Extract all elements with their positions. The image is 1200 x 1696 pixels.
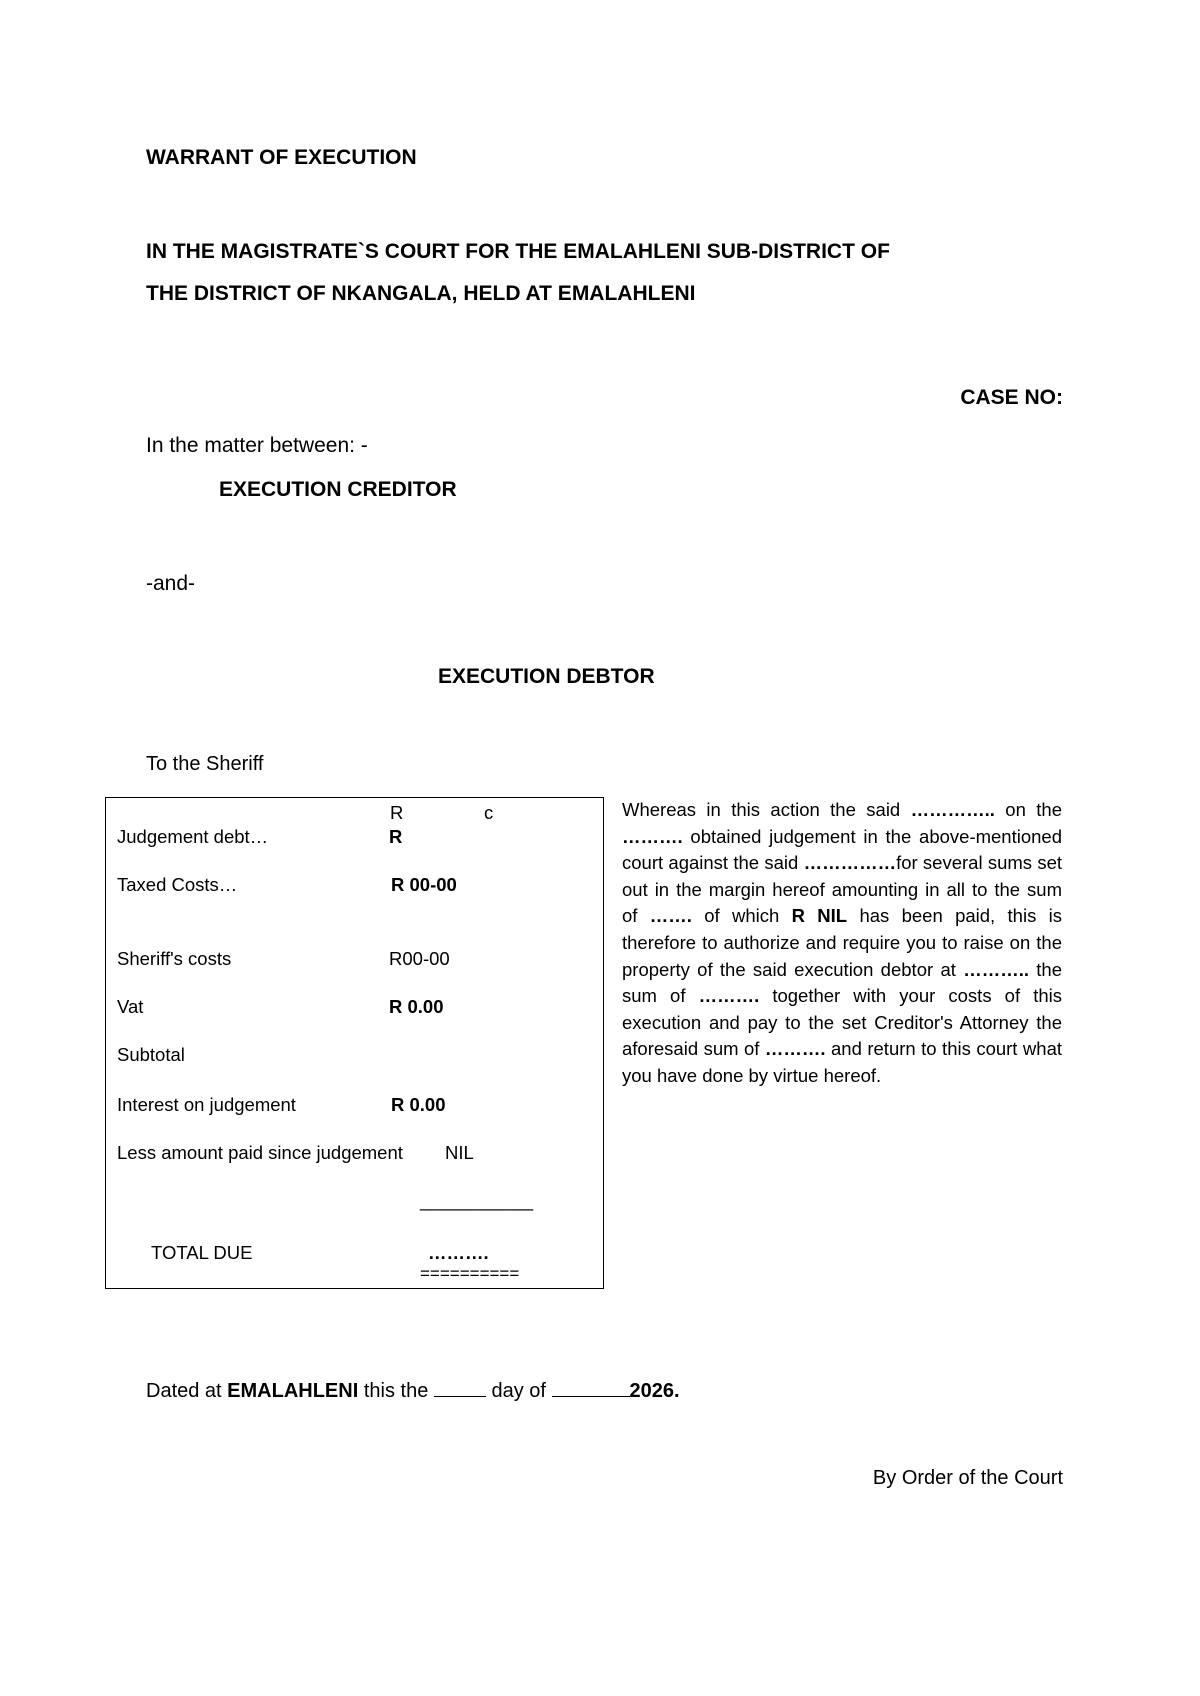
year: 2026. bbox=[629, 1380, 680, 1402]
interest-amount: R 0.00 bbox=[391, 1094, 446, 1115]
taxed-costs-label: Taxed Costs… bbox=[117, 874, 238, 895]
rand-column-header: R bbox=[390, 802, 404, 823]
and-separator: -and- bbox=[146, 572, 196, 595]
court-heading-line-2: THE DISTRICT OF NKANGALA, HELD AT EMALAHLENI bbox=[146, 282, 696, 305]
vat-amount: R 0.00 bbox=[389, 996, 444, 1017]
to-the-sheriff: To the Sheriff bbox=[146, 753, 264, 775]
matter-between: In the matter between: - bbox=[146, 434, 368, 457]
subtotal-label: Subtotal bbox=[117, 1044, 185, 1065]
place-name: EMALAHLENI bbox=[227, 1380, 359, 1402]
dated-line: Dated at EMALAHLENI this the day of 2026. bbox=[146, 1380, 680, 1402]
interest-label: Interest on judgement bbox=[117, 1094, 296, 1115]
execution-debtor-label: EXECUTION DEBTOR bbox=[438, 665, 655, 688]
execution-creditor-label: EXECUTION CREDITOR bbox=[219, 478, 457, 501]
month-blank[interactable] bbox=[552, 1380, 630, 1397]
by-order-of-court: By Order of the Court bbox=[872, 1467, 1063, 1489]
less-paid-amount: NIL bbox=[445, 1142, 474, 1163]
case-number-label: CASE NO: bbox=[960, 386, 1063, 409]
total-double-line: ========== bbox=[420, 1264, 520, 1283]
document-title: WARRANT OF EXECUTION bbox=[146, 146, 417, 169]
total-due-value: ………. bbox=[428, 1242, 489, 1263]
subtotal-underline: ___________ bbox=[420, 1190, 534, 1211]
margin-amounts-box bbox=[105, 797, 604, 1289]
cents-column-header: c bbox=[484, 802, 494, 823]
warrant-body-paragraph: Whereas in this action the said ………….. on the ………. obtained judgement in the above-mentioned court against the said ……………for several sums set out in the margin hereof amounting in all to the sum of ……. of which R NIL has been paid, this is therefore to authorize and require you to raise on the property of the said execution debtor at ……….. the sum of ………. together with your costs of this execution and pay to the set Creditor's Attorney the aforesaid sum of ………. and return to this court what you have done by virtue hereof. bbox=[622, 799, 1063, 1086]
judgement-debt-amount: R bbox=[389, 826, 403, 847]
sheriff-costs-amount: R00-00 bbox=[389, 948, 450, 969]
vat-label: Vat bbox=[117, 996, 144, 1017]
total-due-label: TOTAL DUE bbox=[151, 1242, 253, 1263]
judgement-debt-label: Judgement debt… bbox=[117, 826, 269, 847]
taxed-costs-amount: R 00-00 bbox=[391, 874, 457, 895]
court-heading-line-1: IN THE MAGISTRATE`S COURT FOR THE EMALAHLENI SUB-DISTRICT OF bbox=[146, 240, 890, 263]
day-blank[interactable] bbox=[434, 1380, 486, 1397]
less-paid-label: Less amount paid since judgement bbox=[117, 1142, 403, 1163]
sheriff-costs-label: Sheriff's costs bbox=[117, 948, 232, 969]
